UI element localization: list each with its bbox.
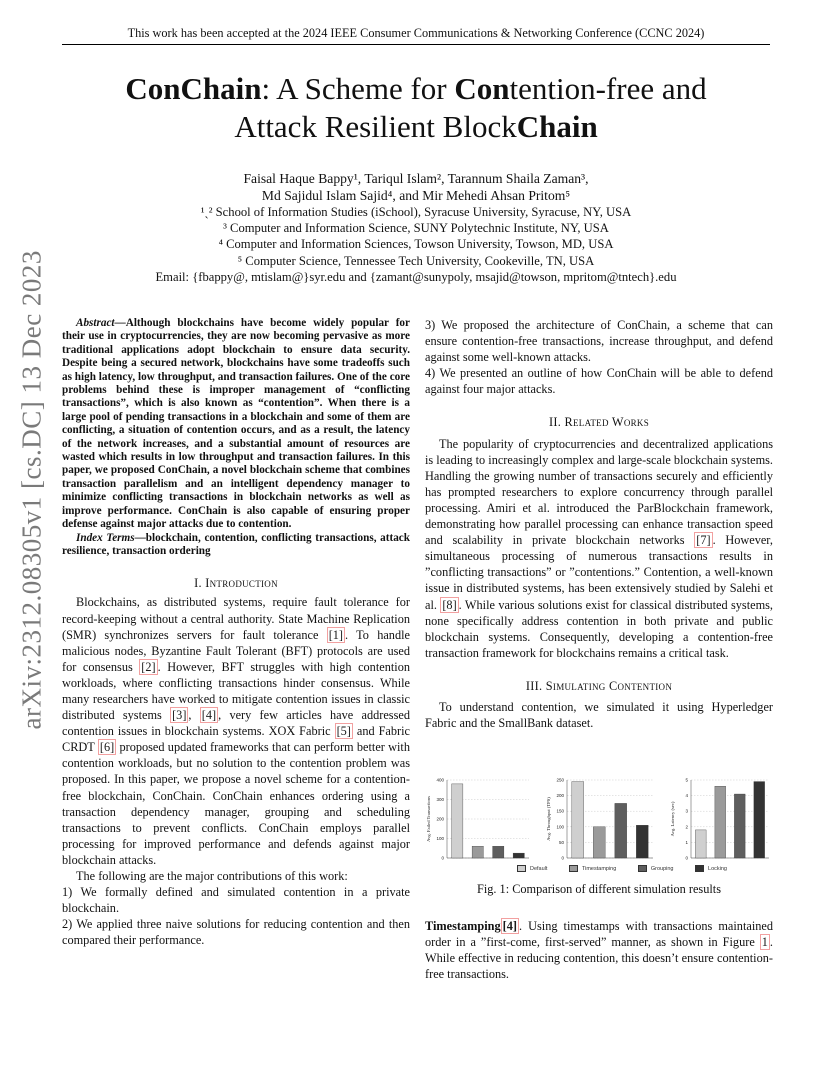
bar-locking xyxy=(636,825,648,858)
tick-label: 150 xyxy=(556,808,564,814)
text: . While effective in reducing contention, this doesn’t ensure contention-free transactions. xyxy=(425,935,773,982)
timestamping-paragraph xyxy=(425,918,773,982)
bar-timestamping xyxy=(472,846,483,858)
legend-label: Grouping xyxy=(650,865,674,872)
legend-swatch xyxy=(638,865,647,872)
contribution-item: 4) We presented an outline of how ConChain will be able to defend against four major attacks. xyxy=(425,366,773,397)
text: The popularity of cryptocurrencies and decentralized applications is leading to increasingly complex and large-scale blockchain systems. Handling the growing number of transactions securely and efficiently has prompted researchers to explore concurrency through parallel processing. Amiri et al. introduced the ParBlockchain framework, demonstrating how parallel processing can enhance transaction speed and scalability in private blockchain networks xyxy=(425,436,773,548)
bar-default xyxy=(572,782,584,858)
authors-line: Md Sajidul Islam Sajid⁴, and Mir Mehedi Ahsan Pritom⁵ xyxy=(261,188,571,203)
paper-title xyxy=(62,70,770,146)
throughput-chart xyxy=(545,774,657,866)
index-terms-text: —blockchain, contention, conflicting transactions, attack resilience, transaction ordering xyxy=(62,531,410,557)
legend-label: Timestamping xyxy=(581,865,617,872)
citation-link[interactable]: [8] xyxy=(442,597,457,612)
citation-link[interactable]: [4] xyxy=(502,919,517,933)
abstract-label: Abstract xyxy=(76,317,115,329)
authors xyxy=(62,170,770,204)
bar-timestamping xyxy=(593,827,605,858)
contribution-item: 3) We proposed the architecture of ConChain, a scheme that can ensure contention-free transactions, increase throughput, and defend against some well-known attacks. xyxy=(425,318,773,365)
text: and Fabric CRDT xyxy=(62,724,410,755)
legend-swatch xyxy=(517,865,526,872)
citation-link[interactable]: [7] xyxy=(696,533,711,548)
figure-1 xyxy=(425,774,773,878)
right-column xyxy=(425,317,773,731)
abstract-text: —Although blockchains have become widely popular for their use in cryptocurrencies, they are now becoming pervasive as more traditional applications adopt blockchain to ensure data security. Despite being a secured network, blockchains have some tradeoffs such as high latency, low throughput, and transaction failures. One of the core problems behind these is improper management of “conflicting transactions”, which is also known as “contention”. When there is a large pool of pending transactions in a blockchain and some of them are conflicting, a situation of contention occurs, and as a result, the latency of the network increases, and a substantial amount of resources are wasted which results in low throughput and transaction failures. In this paper, we proposed ConChain, a novel blockchain scheme that combines transaction parallelism and an intelligent dependency manager to minimize conflicting transactions in blockchain networks as well as improve performance. ConChain is also capable of ensuring proper defense against major attacks due to contention. xyxy=(62,317,410,531)
tick-label: 1 xyxy=(685,839,688,845)
bar-default xyxy=(695,830,706,858)
affiliation: ⁵ Computer Science, Tennessee Tech University, Cookeville, TN, USA xyxy=(237,253,595,268)
citation-link[interactable]: [2] xyxy=(141,659,156,674)
figure-caption: Fig. 1: Comparison of different simulation results xyxy=(477,882,721,896)
tick-label: 5 xyxy=(685,777,688,783)
tick-label: 400 xyxy=(436,777,444,783)
timestamping-block xyxy=(425,918,773,982)
title-part: Attack Resilient Block xyxy=(234,109,517,144)
tick-label: 4 xyxy=(685,793,688,799)
tick-label: 200 xyxy=(436,816,444,822)
tick-label: 0 xyxy=(441,855,444,861)
left-column xyxy=(62,317,410,948)
text: . Using timestamps with transactions maintained order in a ”first-come, first-served” manner, as shown in Figure xyxy=(425,919,773,950)
text: , very few articles have addressed contention issues in blockchain systems. XOX Fabric xyxy=(62,708,410,739)
section-heading: I. Introduction xyxy=(194,576,278,591)
legend-swatch xyxy=(569,865,578,872)
citation-link[interactable]: [1] xyxy=(328,627,344,642)
bar-grouping xyxy=(734,794,745,858)
contribution-item: 2) We applied three naive solutions for reducing contention and then compared their performance. xyxy=(62,917,410,948)
intro-paragraph xyxy=(62,594,410,868)
text: , xyxy=(188,708,200,723)
legend-label: Default xyxy=(530,865,548,872)
tick-label: 200 xyxy=(556,793,564,799)
index-terms-label: Index Terms xyxy=(76,531,135,544)
tick-label: 0 xyxy=(561,855,564,861)
title-part: Chain xyxy=(516,109,598,144)
contribution-item: 1) We formally defined and simulated contention in a private blockchain. xyxy=(62,885,410,916)
tick-label: 100 xyxy=(436,836,444,841)
legend-item xyxy=(517,865,547,872)
section-heading: III. Simulating Contention xyxy=(525,678,673,693)
text: . However, simultaneous processing of numerous transactions results in ”conflicting transactions” or ”contentions.” Contention, a well-known issue in distributed systems, has been extensively studied by Salehi et al. xyxy=(425,533,773,612)
simulation-paragraph: To understand contention, we simulated it using Hyperledger Fabric and the SmallBank dataset. xyxy=(425,699,773,731)
bar-locking xyxy=(513,853,524,858)
text: . However, BFT struggles with high contention workloads, where conflicting transactions hinder consensus. While many researchers have worked to mitigate contention issues in classic distributed systems xyxy=(62,659,410,723)
failed-transactions-chart xyxy=(425,774,533,866)
text: . While various solutions exist for classical distributed systems, none specifically address contention in both private and public blockchain systems. Consequently, developing a contention-free transaction framework for blockchains remains a critical task. xyxy=(425,597,773,660)
bar-locking xyxy=(754,782,765,858)
index-terms xyxy=(62,532,410,559)
tick-label: 50 xyxy=(558,839,564,845)
text: Blockchains, as distributed systems, require fault tolerance for record-keeping without a central authority. State Machine Replication (SMR) synchronizes servers for fault tolerance xyxy=(62,595,410,642)
latency-chart xyxy=(669,774,773,866)
legend-item xyxy=(695,865,727,872)
bar-default xyxy=(452,784,463,858)
affiliation: ¹ˏ² School of Information Studies (iSchool), Syracuse University, Syracuse, NY, USA xyxy=(200,205,632,219)
text: . To handle malicious nodes, Byzantine Fault Tolerant (BFT) protocols are used for consensus xyxy=(62,627,410,674)
legend-item xyxy=(638,865,674,872)
abstract xyxy=(62,317,410,532)
bar-timestamping xyxy=(715,786,726,858)
tick-label: 2 xyxy=(685,824,688,830)
chart-legend xyxy=(517,865,747,872)
citation-link[interactable]: [4] xyxy=(201,708,217,723)
affiliation: ⁴ Computer and Information Sciences, Towson University, Towson, MD, USA xyxy=(218,237,614,252)
related-works-paragraph xyxy=(425,436,773,661)
title-part: tention-free and xyxy=(509,71,707,106)
bar-grouping xyxy=(493,846,504,858)
email-line: Email: {fbappy@, mtislam@}syr.edu and {zamant@sunypoly, msajid@towson, mpritom@tntech}.edu xyxy=(155,269,677,284)
bar-grouping xyxy=(615,803,627,858)
title-part: Con xyxy=(454,71,510,106)
y-axis-label: Avg. Failed Transactions xyxy=(426,796,431,842)
y-axis-label: Avg. Latency (sec) xyxy=(670,801,675,837)
text: proposed updated frameworks that can perform better with contention workloads, but no solution to the contention problem was proposed. In this paper, we propose a novel scheme for a contention-free blockchain, ConChain. ConChain enhances ordering using a transaction dependency manager, grouping and scheduling transactions to prevent conflicts. ConChain employs parallel processing for improved performance and defends against major blockchain attacks. xyxy=(62,740,410,867)
tick-label: 3 xyxy=(685,808,688,814)
legend-item xyxy=(569,865,616,872)
header-rule xyxy=(62,44,770,45)
y-axis-label: Avg. Throughput (TPS) xyxy=(546,797,551,841)
contributions-intro: The following are the major contributions of this work: xyxy=(76,869,348,883)
arxiv-stamp: arXiv:2312.08305v1 [cs.DC] 13 Dec 2023 xyxy=(16,250,47,730)
figure-link[interactable]: 1 xyxy=(761,935,768,950)
conference-header: This work has been accepted at the 2024 IEEE Consumer Communications & Networking Conference (CCNC 2024) xyxy=(127,26,705,40)
legend-label: Locking xyxy=(708,865,727,872)
affiliation: ³ Computer and Information Science, SUNY Polytechnic Institute, NY, USA xyxy=(223,221,609,236)
title-part: ConChain xyxy=(125,71,262,106)
citation-link[interactable]: [6] xyxy=(99,740,115,755)
tick-label: 100 xyxy=(556,824,564,830)
tick-label: 250 xyxy=(556,777,564,783)
affiliations xyxy=(62,204,770,285)
tick-label: 0 xyxy=(685,855,688,861)
citation-link[interactable]: [5] xyxy=(336,724,351,739)
title-part: : A Scheme for xyxy=(261,71,455,106)
section-heading: II. Related Works xyxy=(548,415,650,430)
citation-link[interactable]: [3] xyxy=(172,708,187,723)
authors-line: Faisal Haque Bappy¹, Tariqul Islam², Tarannum Shaila Zaman³, xyxy=(243,171,589,186)
paragraph-label: Timestamping xyxy=(425,919,501,933)
tick-label: 300 xyxy=(436,797,444,802)
legend-swatch xyxy=(695,865,704,872)
